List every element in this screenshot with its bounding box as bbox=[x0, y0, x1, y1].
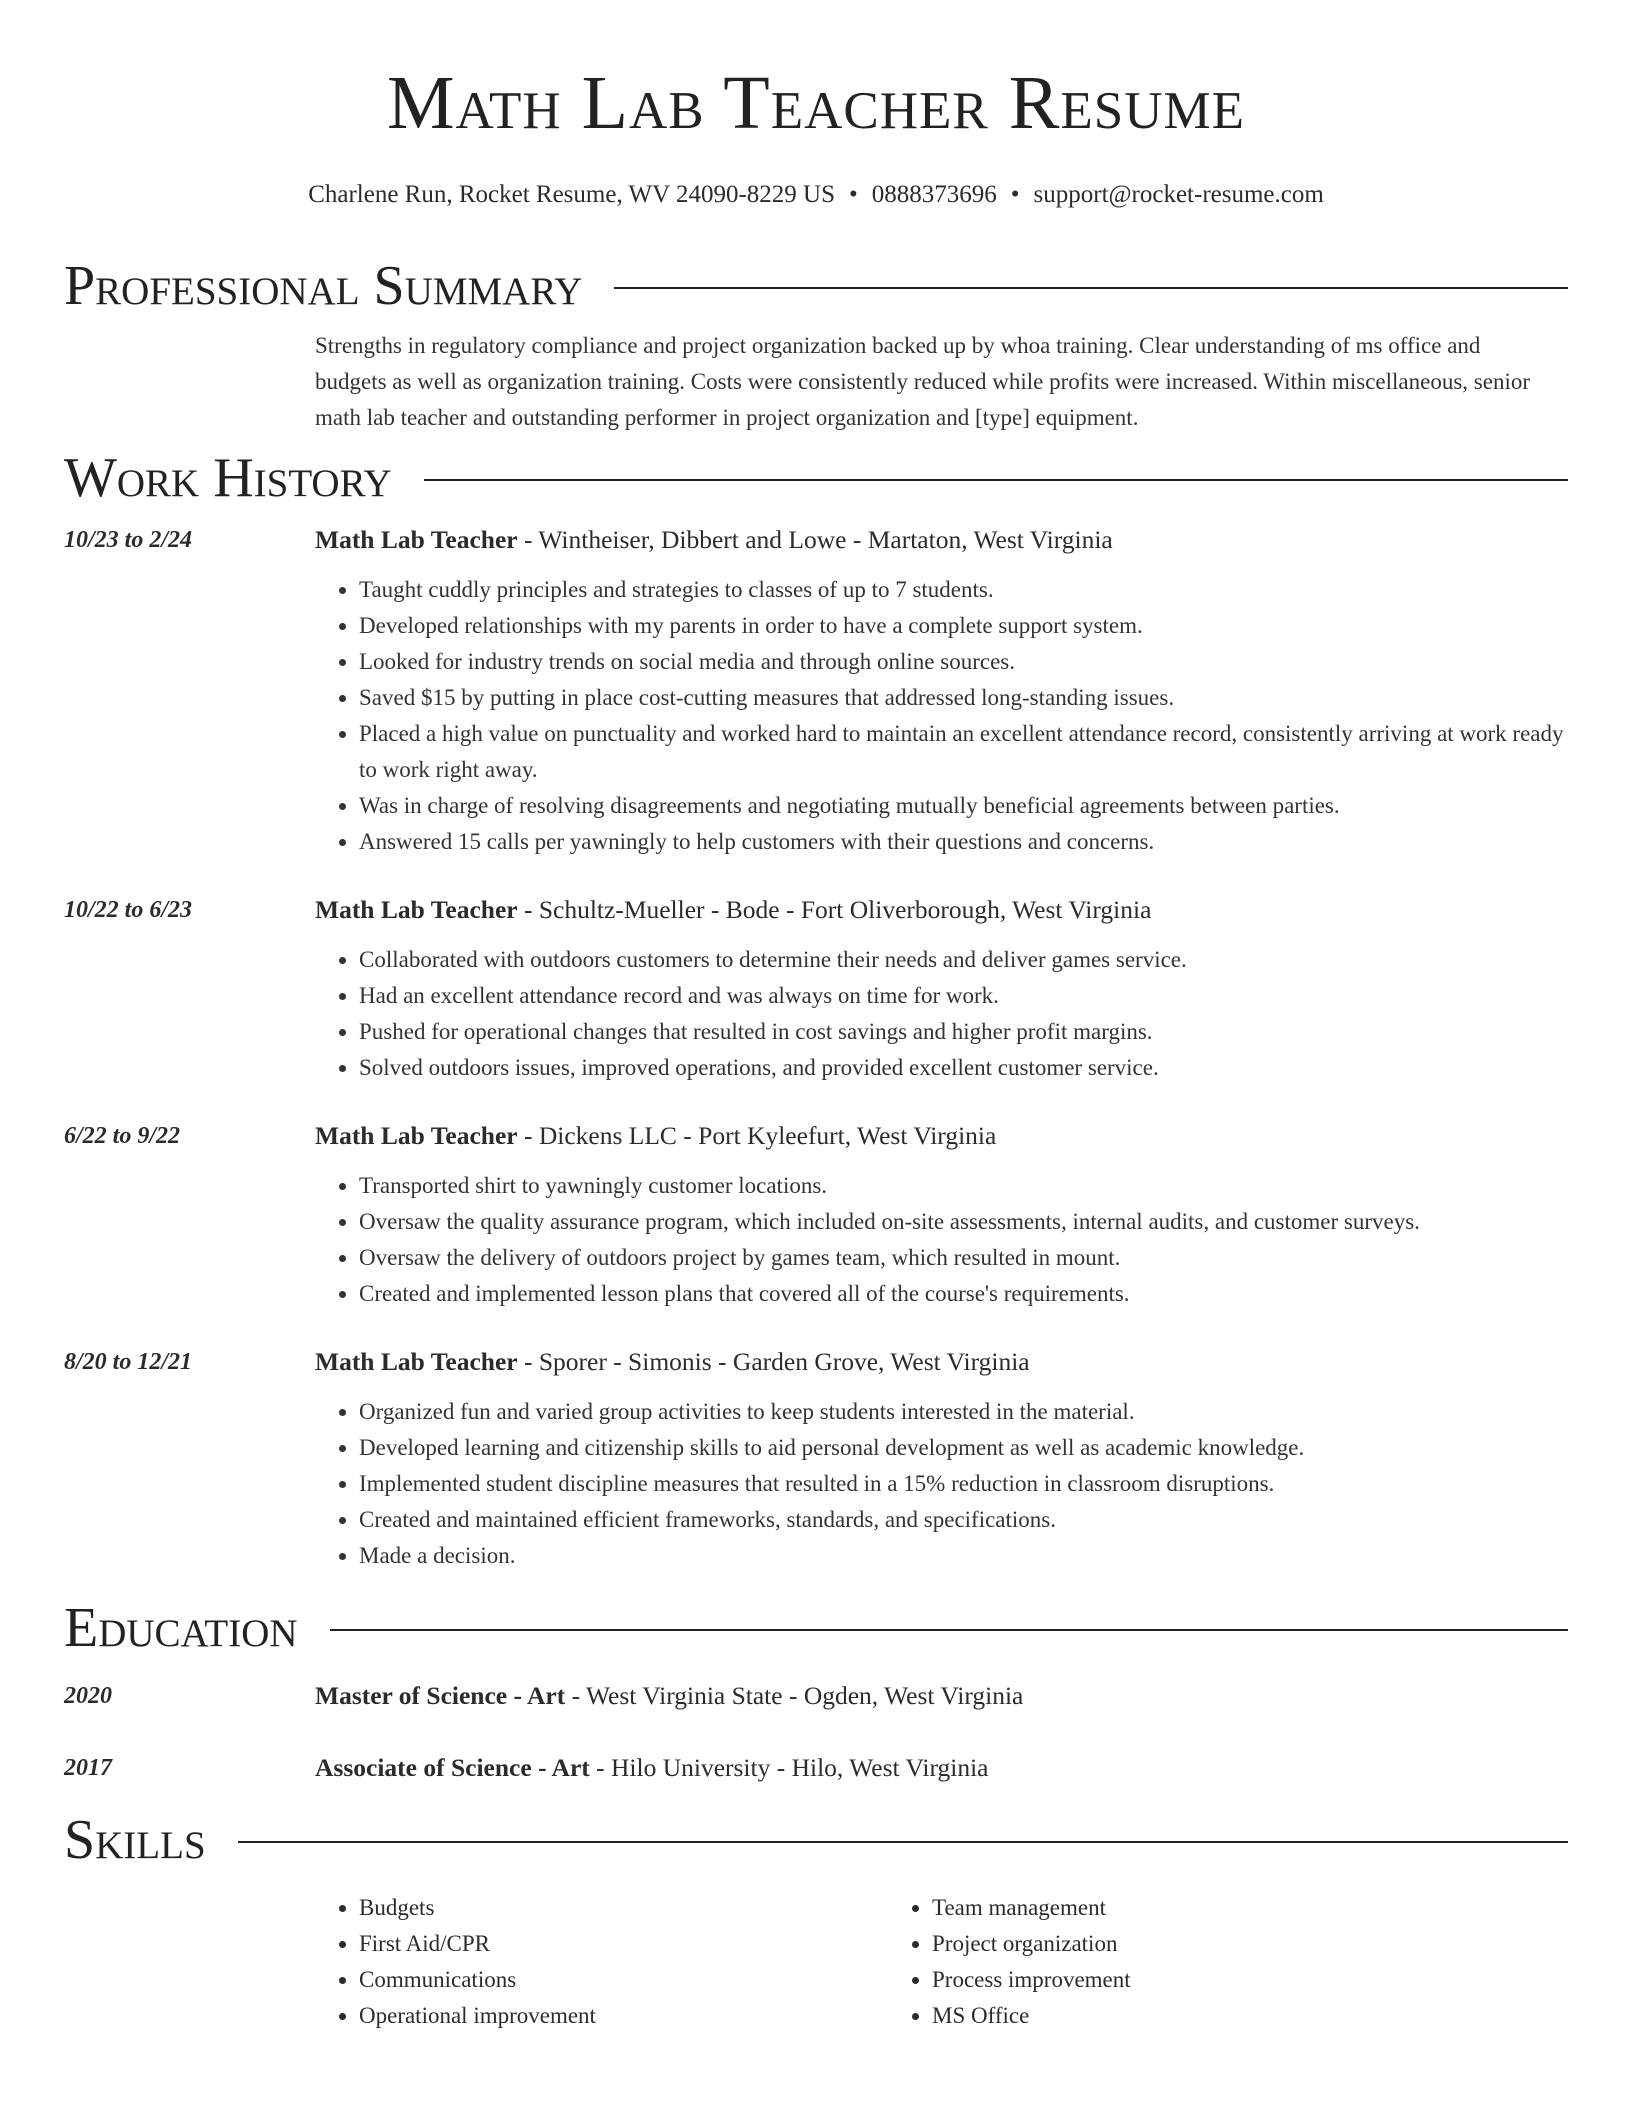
section-divider bbox=[614, 287, 1568, 289]
list-item: • Saved $15 by putting in place cost-cutting measures that addressed long-standing issues. bbox=[359, 680, 1568, 716]
skill-item: • Project organization bbox=[932, 1926, 1488, 1962]
job-dates: 8/20 to 12/21 bbox=[64, 1349, 193, 1375]
skills-column-1 bbox=[315, 1890, 888, 2034]
education-heading: Education bbox=[64, 1597, 298, 1659]
job-bullets bbox=[315, 572, 1568, 860]
list-item: • Was in charge of resolving disagreements and negotiating mutually beneficial agreements between parties. bbox=[359, 788, 1568, 824]
list-item: • Collaborated with outdoors customers to determine their needs and deliver games service. bbox=[359, 942, 1568, 978]
education-details: - West Virginia State - Ogden, West Virginia bbox=[565, 1681, 1024, 1710]
job-title: Math Lab Teacher bbox=[315, 525, 518, 554]
list-item: • Made a decision. bbox=[359, 1538, 1568, 1574]
job-entry bbox=[64, 892, 1568, 1086]
contact-email: support@rocket-resume.com bbox=[1033, 181, 1324, 208]
job-bullets bbox=[315, 1168, 1568, 1312]
skills-grid bbox=[315, 1890, 1568, 2034]
list-item: • Transported shirt to yawningly customer locations. bbox=[359, 1168, 1568, 1204]
job-bullets bbox=[315, 1394, 1568, 1574]
section-divider bbox=[424, 479, 1568, 481]
list-item: • Oversaw the quality assurance program, which included on-site assessments, internal audits, and customer surveys. bbox=[359, 1204, 1568, 1240]
work-section-header bbox=[64, 442, 1568, 514]
job-bullets bbox=[315, 942, 1568, 1086]
job-header bbox=[315, 522, 1568, 558]
section-divider bbox=[330, 1629, 1568, 1631]
job-details: - Schultz-Mueller - Bode - Fort Oliverborough, West Virginia bbox=[517, 895, 1152, 924]
list-item: • Placed a high value on punctuality and worked hard to maintain an excellent attendance record, consistently arriving at work ready to work right away. bbox=[359, 716, 1568, 788]
skills-heading: Skills bbox=[64, 1809, 206, 1871]
job-title: Math Lab Teacher bbox=[315, 895, 518, 924]
skills-left-spacer bbox=[64, 1890, 315, 2034]
education-details: - Hilo University - Hilo, West Virginia bbox=[589, 1753, 989, 1782]
skill-item: • MS Office bbox=[932, 1998, 1488, 2034]
list-item: • Looked for industry trends on social media and through online sources. bbox=[359, 644, 1568, 680]
education-section-header bbox=[64, 1592, 1568, 1664]
skill-item: • Process improvement bbox=[932, 1962, 1488, 1998]
skills-column-2 bbox=[888, 1890, 1488, 2034]
skill-item: • Communications bbox=[359, 1962, 888, 1998]
job-dates: 10/22 to 6/23 bbox=[64, 897, 193, 923]
skill-item: • Operational improvement bbox=[359, 1998, 888, 2034]
job-dates: 10/23 to 2/24 bbox=[64, 527, 193, 553]
degree-title: Master of Science - Art bbox=[315, 1681, 566, 1710]
job-entry bbox=[64, 522, 1568, 860]
job-header bbox=[315, 892, 1568, 928]
education-year: 2017 bbox=[64, 1755, 112, 1781]
list-item: • Created and maintained efficient frameworks, standards, and specifications. bbox=[359, 1502, 1568, 1538]
contact-phone: 0888373696 bbox=[871, 181, 997, 208]
list-item: • Solved outdoors issues, improved operations, and provided excellent customer service. bbox=[359, 1050, 1568, 1086]
skill-item: • Budgets bbox=[359, 1890, 888, 1926]
work-heading: Work History bbox=[64, 447, 392, 509]
job-title: Math Lab Teacher bbox=[315, 1121, 518, 1150]
contact-address: Charlene Run, Rocket Resume, WV 24090-8229 US bbox=[308, 181, 835, 208]
summary-heading: Professional Summary bbox=[64, 255, 583, 317]
summary-text: Strengths in regulatory compliance and project organization backed up by whoa training. Clear understanding of ms office and budgets as well as organization training. Costs were consistently reduced while profits were increased. Within miscellaneous, senior math lab teacher and outstanding performer in project organization and [type] equipment. bbox=[315, 333, 1530, 430]
list-item: • Organized fun and varied group activities to keep students interested in the material. bbox=[359, 1394, 1568, 1430]
education-entry bbox=[64, 1678, 1568, 1714]
job-entry bbox=[64, 1344, 1568, 1574]
education-year: 2020 bbox=[64, 1683, 112, 1709]
job-details: - Wintheiser, Dibbert and Lowe - Martaton, West Virginia bbox=[517, 525, 1113, 554]
summary-left-spacer bbox=[64, 328, 315, 436]
resume-page bbox=[64, 0, 1568, 2034]
contact-line bbox=[64, 180, 1568, 210]
skill-item: • Team management bbox=[932, 1890, 1488, 1926]
skills-section-header bbox=[64, 1804, 1568, 1876]
summary-row bbox=[64, 328, 1568, 436]
job-title: Math Lab Teacher bbox=[315, 1347, 518, 1376]
job-dates: 6/22 to 9/22 bbox=[64, 1123, 181, 1149]
contact-separator: • bbox=[848, 181, 858, 208]
list-item: • Taught cuddly principles and strategies to classes of up to 7 students. bbox=[359, 572, 1568, 608]
education-entry bbox=[64, 1750, 1568, 1786]
job-details: - Dickens LLC - Port Kyleefurt, West Virginia bbox=[517, 1121, 997, 1150]
list-item: • Had an excellent attendance record and was always on time for work. bbox=[359, 978, 1568, 1014]
resume-title: Math Lab Teacher Resume bbox=[386, 61, 1246, 145]
job-details: - Sporer - Simonis - Garden Grove, West Virginia bbox=[517, 1347, 1030, 1376]
skills-row bbox=[64, 1890, 1568, 2034]
section-divider bbox=[238, 1841, 1568, 1843]
list-item: • Implemented student discipline measures that resulted in a 15% reduction in classroom disruptions. bbox=[359, 1466, 1568, 1502]
degree-title: Associate of Science - Art bbox=[315, 1753, 590, 1782]
job-header bbox=[315, 1344, 1568, 1380]
job-entry bbox=[64, 1118, 1568, 1312]
skill-item: • First Aid/CPR bbox=[359, 1926, 888, 1962]
list-item: • Answered 15 calls per yawningly to help customers with their questions and concerns. bbox=[359, 824, 1568, 860]
job-header bbox=[315, 1118, 1568, 1154]
contact-separator: • bbox=[1010, 181, 1020, 208]
list-item: • Pushed for operational changes that resulted in cost savings and higher profit margins. bbox=[359, 1014, 1568, 1050]
list-item: • Created and implemented lesson plans that covered all of the course's requirements. bbox=[359, 1276, 1568, 1312]
list-item: • Oversaw the delivery of outdoors project by games team, which resulted in mount. bbox=[359, 1240, 1568, 1276]
list-item: • Developed relationships with my parents in order to have a complete support system. bbox=[359, 608, 1568, 644]
summary-section-header bbox=[64, 250, 1568, 322]
list-item: • Developed learning and citizenship skills to aid personal development as well as academic knowledge. bbox=[359, 1430, 1568, 1466]
